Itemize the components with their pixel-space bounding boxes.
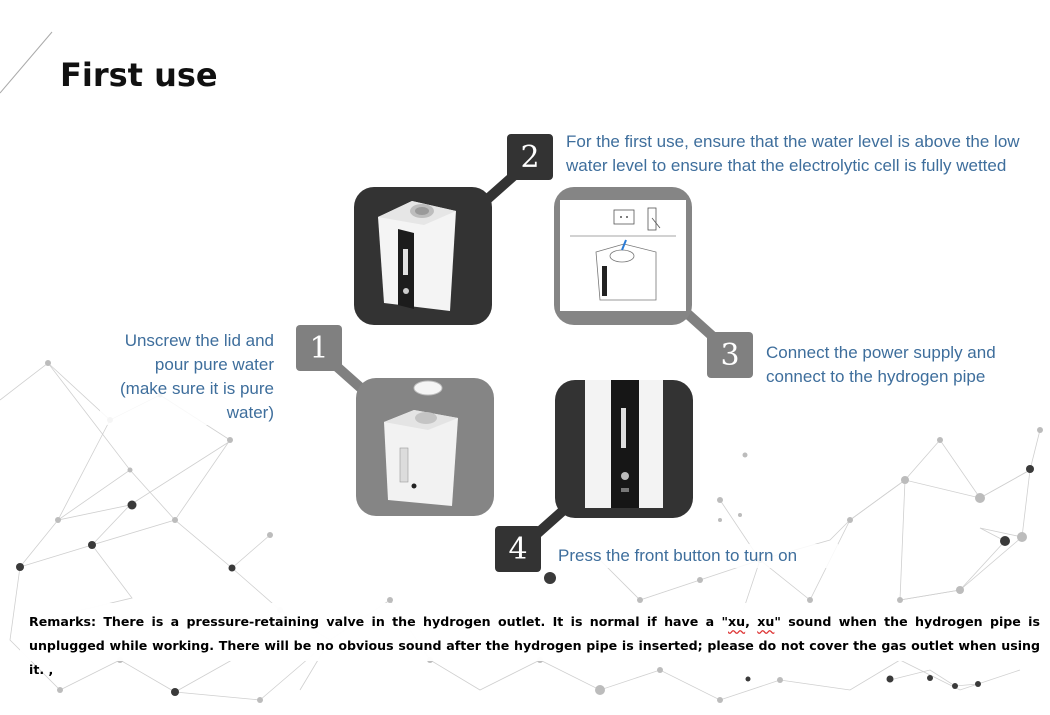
remarks-xu-2: xu xyxy=(757,614,775,629)
remarks-part-2: " sound when the hydrogen pipe is unplugged while working. There will be no obvious sound after the hydrogen pipe is inserted; please do not cover the gas outlet when using it. , xyxy=(29,614,1040,677)
step-2-badge: 2 xyxy=(507,134,553,180)
step-3-line: connect to the hydrogen pipe xyxy=(766,367,986,386)
remarks-xu-1: xu xyxy=(728,614,746,629)
step-4-text xyxy=(558,544,838,568)
step-3-text xyxy=(766,341,1016,389)
step-4-badge: 4 xyxy=(495,526,541,572)
step-1-text xyxy=(100,329,274,425)
remarks-box xyxy=(20,603,1050,677)
step-1-line: Unscrew the lid and xyxy=(124,331,274,350)
step-3-badge: 3 xyxy=(707,332,753,378)
power-button-photo xyxy=(555,380,693,518)
remarks-sep: , xyxy=(745,614,758,629)
step-1-line: pour pure water xyxy=(154,355,274,374)
step-2-text xyxy=(566,130,1036,178)
step-3-line: Connect the power supply and xyxy=(766,343,996,362)
device-open-lid-photo xyxy=(356,378,494,516)
step-1-line: (make sure it is pure xyxy=(120,379,274,398)
step-1-badge: 1 xyxy=(296,325,342,371)
line-diagram-photo xyxy=(554,187,692,325)
page-title: First use xyxy=(60,56,218,94)
step-1-line: water) xyxy=(226,403,274,422)
step-2-line: For the first use, ensure that the water level is above the low xyxy=(566,132,1020,151)
device-front-photo xyxy=(354,187,492,325)
corner-decoration xyxy=(0,0,60,100)
remarks-part-1: Remarks: There is a pressure-retaining valve in the hydrogen outlet. It is normal if have a " xyxy=(29,614,729,629)
step-2-line: water level to ensure that the electrolytic cell is fully wetted xyxy=(566,156,1007,175)
step-4-line: Press the front button to turn on xyxy=(558,546,798,565)
